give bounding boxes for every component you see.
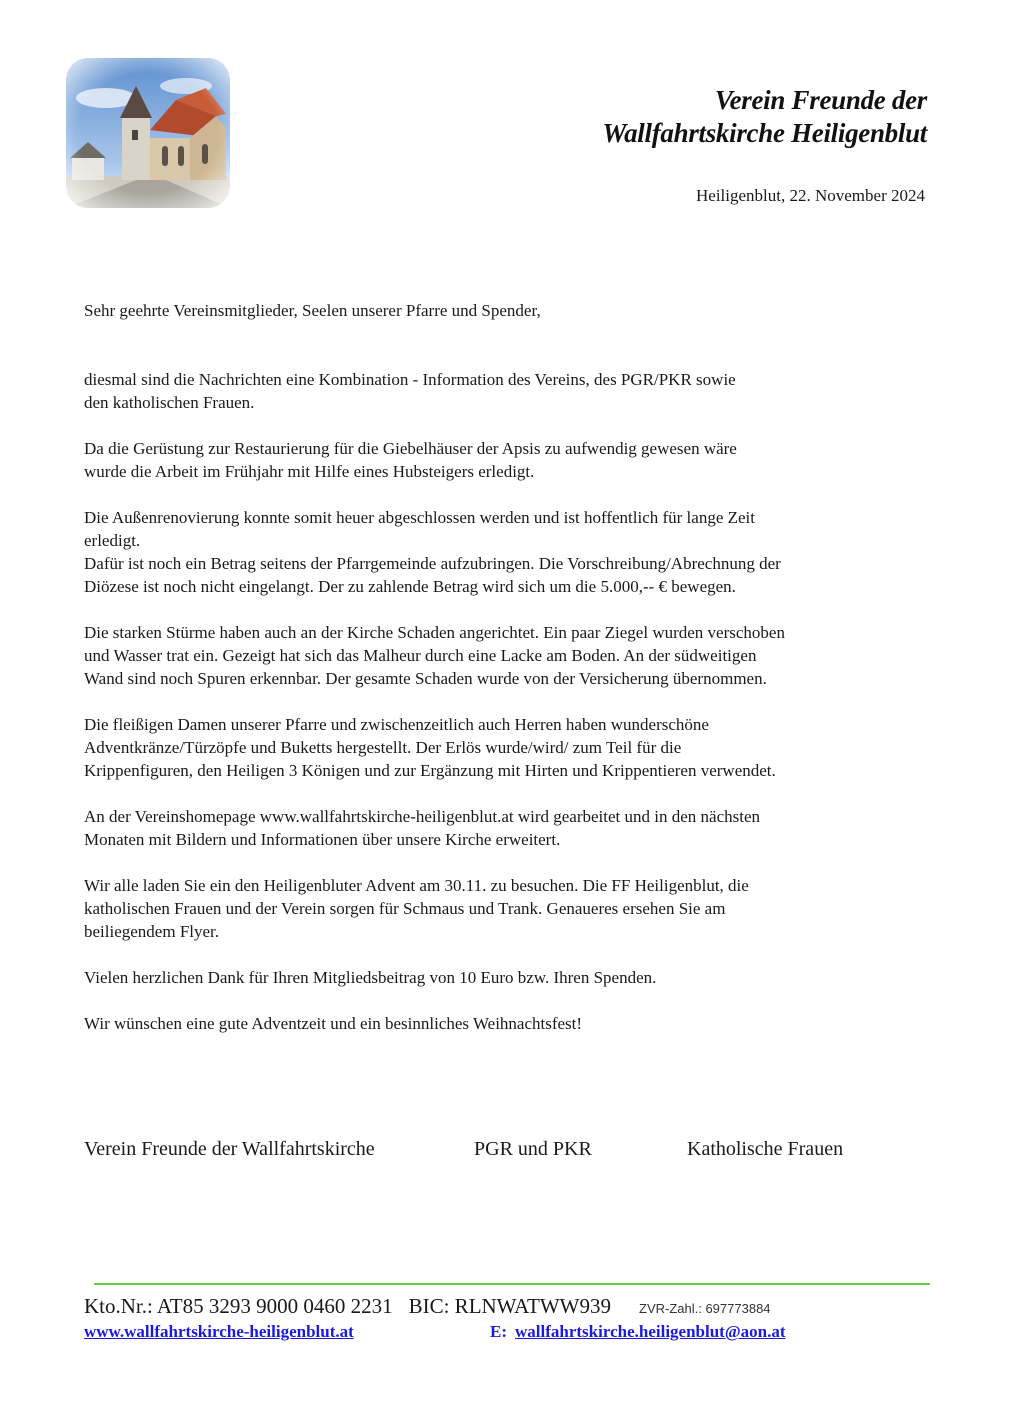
letter-paragraph: Wir alle laden Sie ein den Heiligenbluter Advent am 30.11. zu besuchen. Die FF Heiligenblut, die katholischen Frauen und der Verein sorgen für Schmaus und Trank. Genaueres ersehen Sie am beiliegendem Flyer. (84, 876, 749, 941)
letter-greeting: Sehr geehrte Vereinsmitglieder, Seelen unserer Pfarre und Spender, (84, 301, 541, 320)
signature-block (84, 1138, 934, 1164)
website-link[interactable]: www.wallfahrtskirche-heiligenblut.at (84, 1322, 354, 1341)
letter-paragraph: Da die Gerüstung zur Restaurierung für die Giebelhäuser der Apsis zu aufwendig gewesen wäre wurde die Arbeit im Frühjahr mit Hilfe eines Hubsteigers erledigt. (84, 439, 737, 481)
letter-paragraph: An der Vereinshomepage www.wallfahrtskirche-heiligenblut.at wird gearbeitet und in den nächsten Monaten mit Bildern und Informationen über unsere Kirche erweitert. (84, 807, 760, 849)
letter-paragraph: diesmal sind die Nachrichten eine Kombination - Information des Vereins, des PGR/PKR sowie den katholischen Frauen. (84, 370, 736, 412)
letter-paragraph: Wir wünschen eine gute Adventzeit und ein besinnliches Weihnachtsfest! (84, 1014, 583, 1033)
letterhead-title-line1: Verein Freunde der (714, 85, 927, 115)
signature-katholische-frauen: Katholische Frauen (687, 1138, 844, 1160)
email-link[interactable]: wallfahrtskirche.heiligenblut@aon.at (515, 1322, 786, 1341)
letter-paragraph: Vielen herzlichen Dank für Ihren Mitgliedsbeitrag von 10 Euro bzw. Ihren Spenden. (84, 968, 657, 987)
email-contact (490, 1322, 786, 1342)
signature-pgr-pkr: PGR und PKR (474, 1138, 592, 1160)
bank-details (84, 1294, 771, 1319)
zvr-number: ZVR-Zahl.: 697773884 (639, 1301, 771, 1316)
account-number: Kto.Nr.: AT85 3293 9000 0460 2231 (84, 1294, 393, 1318)
signature-verein: Verein Freunde der Wallfahrtskirche (84, 1138, 375, 1160)
email-label: E: (490, 1322, 507, 1341)
letterhead-title (602, 84, 927, 150)
letter-body (84, 299, 934, 1058)
footer-divider (94, 1283, 930, 1285)
letterhead-title-line2: Wallfahrtskirche Heiligenblut (602, 118, 927, 148)
bic-code: BIC: RLNWATWW939 (408, 1294, 611, 1318)
letter-paragraph: Die fleißigen Damen unserer Pfarre und zwischenzeitlich auch Herren haben wunderschöne Adventkränze/Türzöpfe und Buketts hergestellt. Der Erlös wurde/wird/ zum Teil für die Krippenfiguren, den Heiligen 3 Königen und zur Ergänzung mit Hirten und Krippentieren verwendet. (84, 715, 776, 780)
church-photo (66, 58, 230, 208)
contact-details (84, 1322, 934, 1344)
letter-date: Heiligenblut, 22. November 2024 (696, 186, 925, 205)
letter-paragraph: Die Außenrenovierung konnte somit heuer abgeschlossen werden und ist hoffentlich für lange Zeit erledigt. Dafür ist noch ein Betrag seitens der Pfarrgemeinde aufzubringen. Die Vorschreibung/Abrechnung der Diözese ist noch nicht eingelangt. Der zu zahlende Betrag wird sich um die 5.000,-- € bewegen. (84, 508, 781, 596)
letter-paragraph: Die starken Stürme haben auch an der Kirche Schaden angerichtet. Ein paar Ziegel wurden verschoben und Wasser trat ein. Gezeigt hat sich das Malheur durch eine Lacke am Boden. An der südweitigen Wand sind noch Spuren erkennbar. Der gesamte Schaden wurde von der Versicherung übernommen. (84, 623, 785, 688)
